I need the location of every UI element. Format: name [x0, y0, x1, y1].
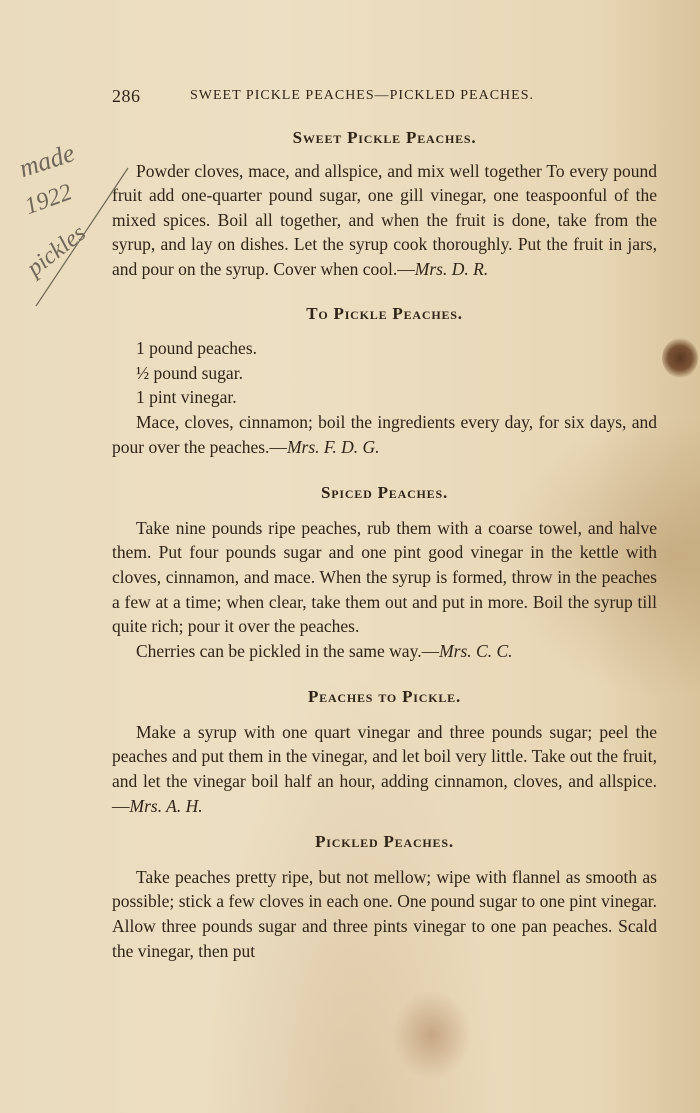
running-head: SWEET PICKLE PEACHES—PICKLED PEACHES.	[190, 88, 534, 103]
page-number: 286	[112, 86, 141, 106]
margin-note-line2: 1922	[21, 179, 76, 221]
section-title-peaches-to-pickle: Peaches to Pickle.	[307, 687, 462, 707]
ingredient-item: 1 pint vinegar.	[136, 387, 237, 408]
section-title-pickled: Pickled Peaches.	[315, 832, 454, 852]
recipe-paragraph: Cherries can be pickled in the same way.—	[136, 640, 440, 661]
recipe-paragraph: Powder cloves, mace, and allspice, and mix well together To every pound fruit add one-quarter pound sugar, one gill vinegar, one teaspoonful of the mixed spices. Boil all together, and when the fruit is done, take from the syrup, and lay on dishes. Let the syrup cook thoroughly. Put the fruit in jars, and pour on the syrup. Cover when cool.—	[112, 160, 657, 279]
recipe-text-peaches-to-pickle	[112, 720, 657, 818]
stain-mark-bottom	[392, 990, 472, 1080]
ingredient-item: ½ pound sugar.	[136, 362, 243, 383]
page-body	[112, 126, 657, 963]
ingredient-item: 1 pound peaches.	[136, 338, 258, 359]
recipe-author: Mrs. F. D. G.	[286, 436, 380, 457]
recipe-author: Mrs. C. C.	[439, 640, 513, 661]
recipe-text-sweet-pickle	[112, 159, 657, 282]
margin-note-line3: pickles	[22, 220, 91, 282]
section-title-sweet-pickle: Sweet Pickle Peaches.	[292, 128, 477, 147]
recipe-text-spiced: Take nine pounds ripe peaches, rub them with a coarse towel, and halve them. Put four pounds sugar and one pint good vinegar in the kettle with cloves, cinnamon, and mace. When the syrup is formed, throw in the peaches a few at a time; when clear, take them out and put in more. Boil the syrup till quite rich; pour it over the peaches.	[112, 517, 657, 637]
recipe-paragraph: Make a syrup with one quart vinegar and three pounds sugar; peel the peaches and put them in the vinegar, and let boil very little. Take out the fruit, and let the vinegar boil half an hour, adding cinnamon, cloves, and allspice.—	[112, 721, 657, 816]
section-title-to-pickle: To Pickle Peaches.	[306, 303, 463, 323]
section-title-spiced: Spiced Peaches.	[320, 483, 449, 503]
recipe-text-spiced-cherries	[112, 639, 657, 664]
margin-note-line1: made	[15, 138, 79, 184]
recipe-text-to-pickle	[112, 410, 657, 459]
recipe-author: Mrs. A. H.	[129, 795, 203, 816]
recipe-text-pickled: Take peaches pretty ripe, but not mellow; wipe with flannel as smooth as possible; stick a few cloves in each one. One pound sugar to one pint vinegar. Allow three pounds sugar and three pints vinegar to one pan peaches. Scald the vinegar, then put	[112, 866, 657, 961]
recipe-paragraph: Mace, cloves, cinnamon; boil the ingredients every day, for six days, and pour over the peaches.—	[112, 411, 657, 457]
recipe-author: Mrs. D. R.	[414, 258, 489, 279]
stain-mark	[662, 338, 698, 378]
